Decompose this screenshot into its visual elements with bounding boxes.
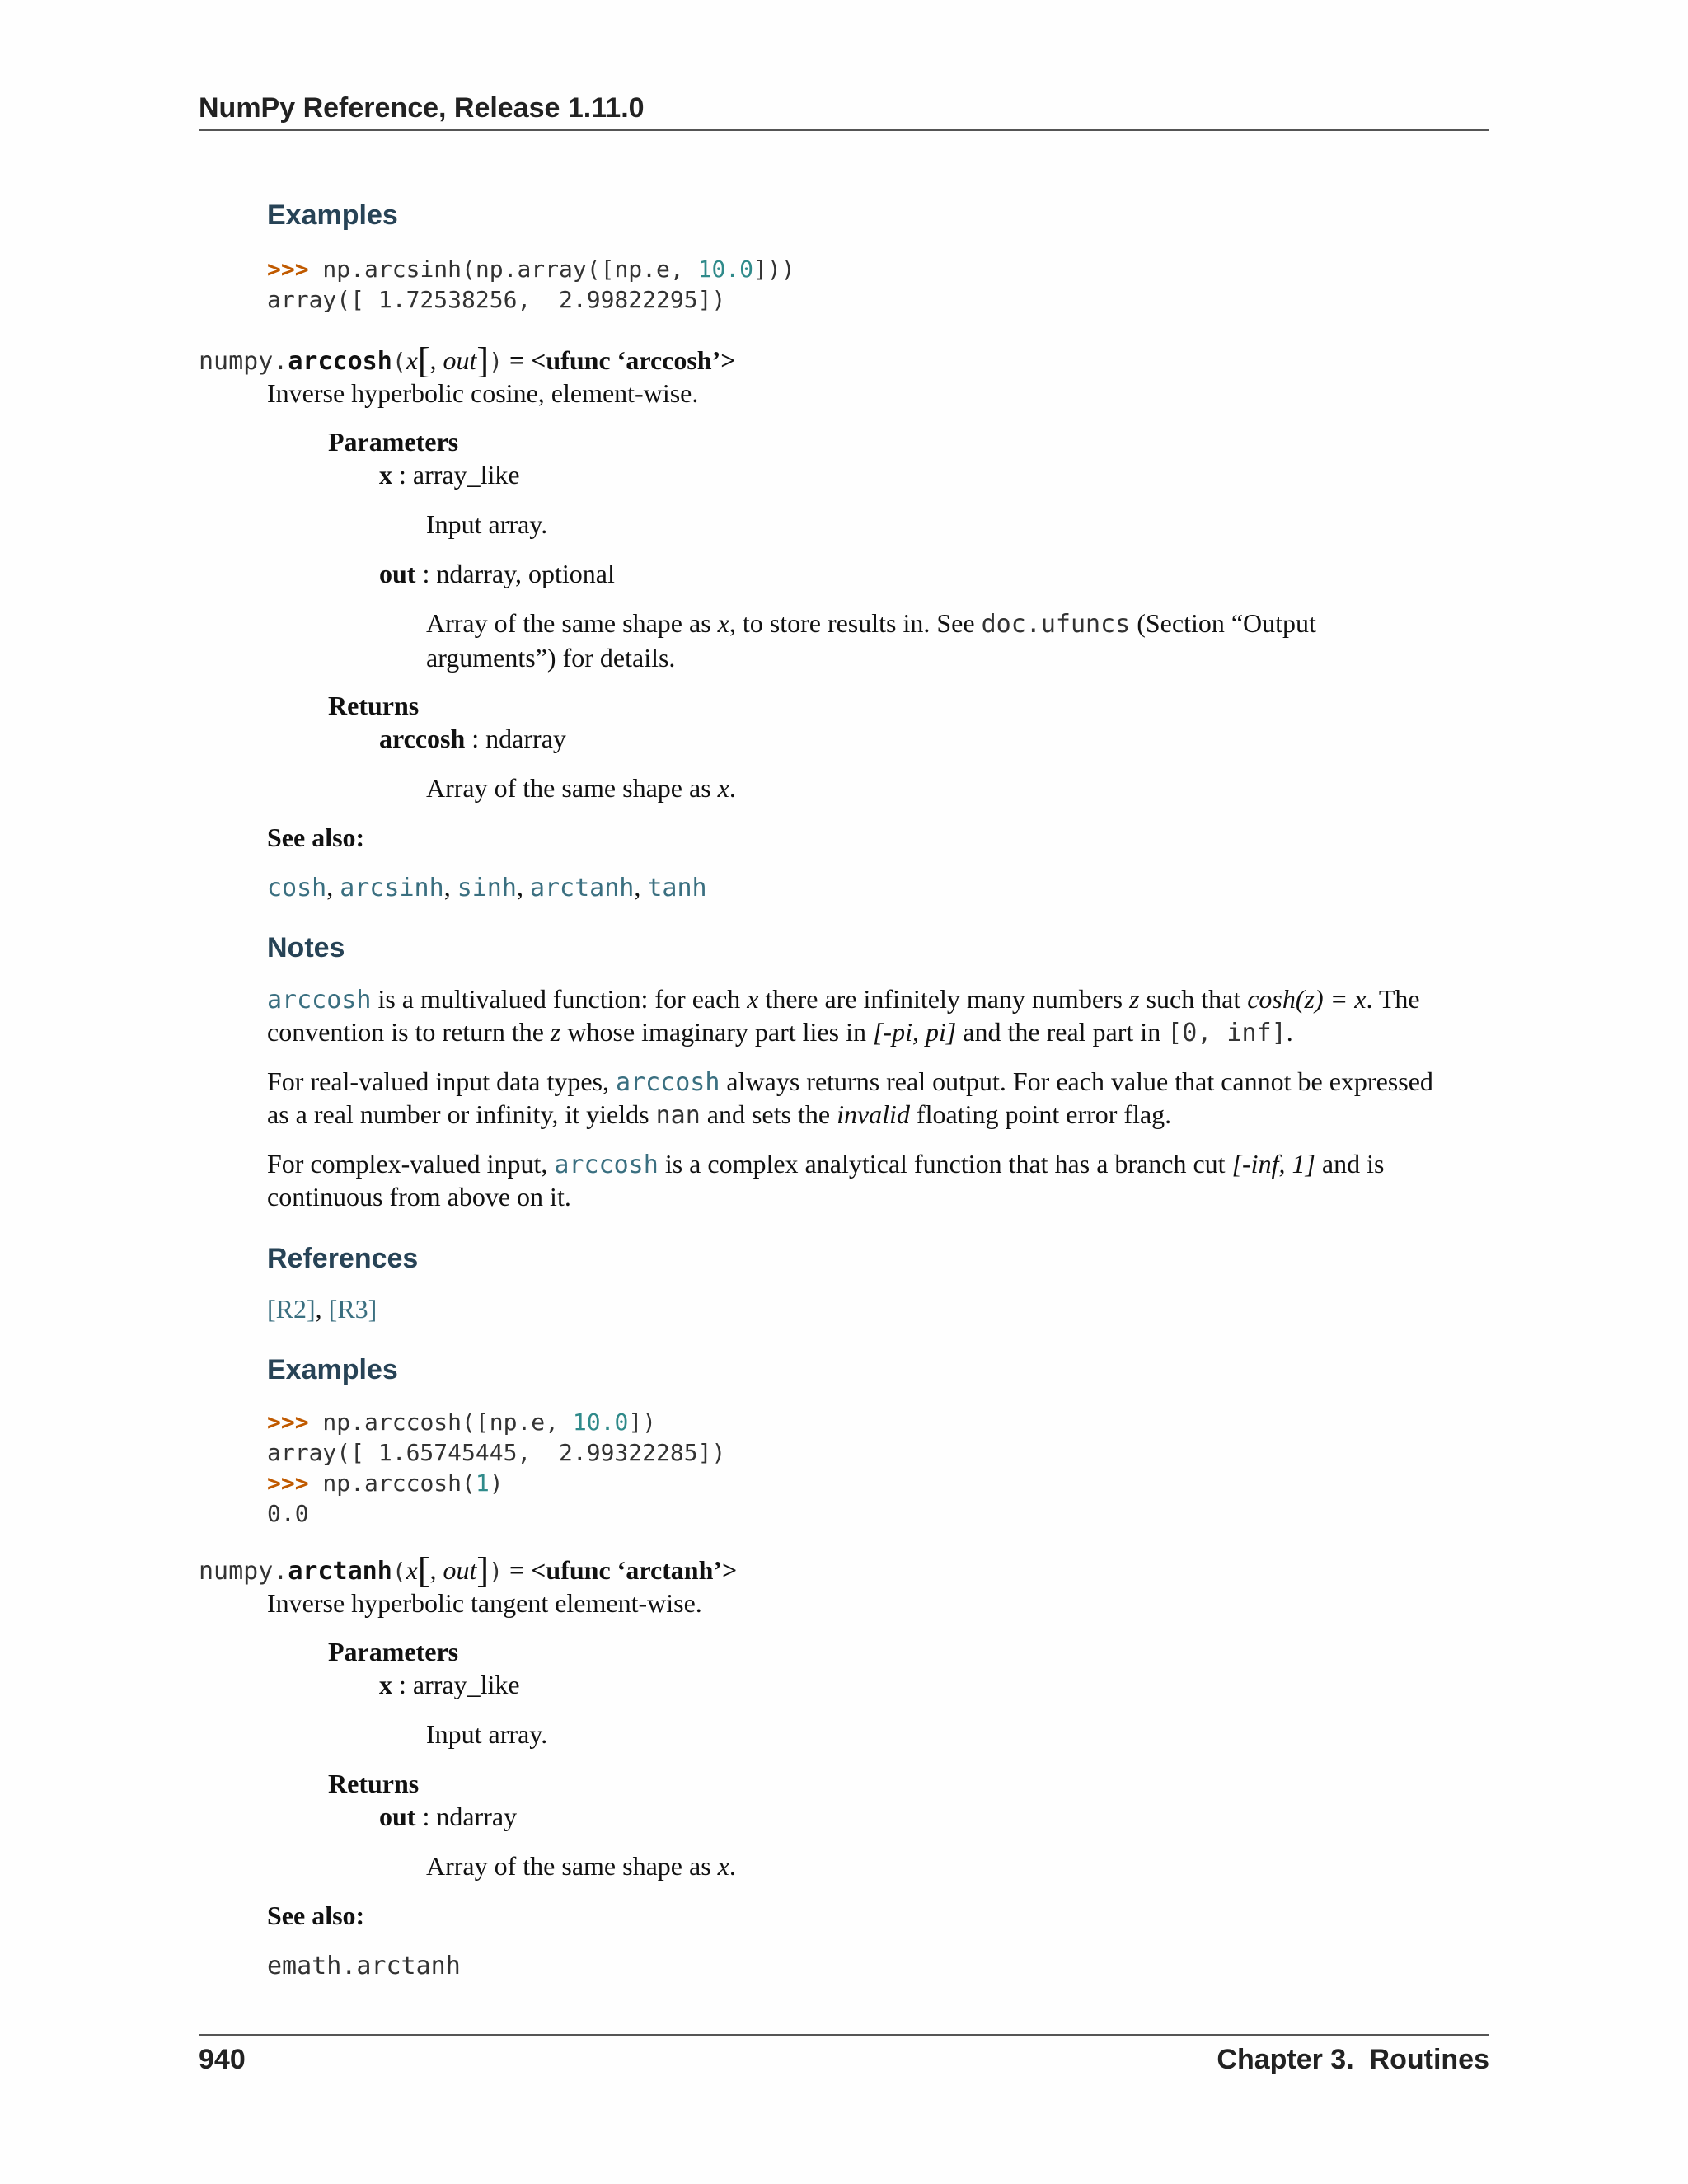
notes-paragraph-3: For complex-valued input, arccosh is a complex analytical function that has a branch cut [-inf, 1] and is	[267, 1149, 1385, 1179]
references-heading: References	[267, 1243, 419, 1274]
function-name: arctanh	[288, 1557, 392, 1586]
returns-label: Returns	[328, 1769, 420, 1798]
see-also-label: See also:	[267, 823, 365, 852]
see-also-link-tanh[interactable]: tanh	[647, 874, 707, 902]
prompt: >>>	[267, 255, 309, 283]
return-out: out : ndarray	[379, 1802, 518, 1831]
reference-link-r2[interactable]: [R2]	[267, 1294, 316, 1324]
param-out: out : ndarray, optional	[379, 559, 615, 588]
notes-paragraph-2-line-2: as a real number or infinity, it yields nan and sets the invalid floating point error flag.	[267, 1099, 1172, 1130]
chapter-title: Chapter 3. Routines	[1217, 2044, 1489, 2075]
see-also-list: cosh, arcsinh, sinh, arctanh, tanh	[267, 872, 707, 902]
return-desc: Array of the same shape as x.	[426, 773, 736, 803]
arccosh-examples-heading: Examples	[267, 1354, 398, 1385]
footer-rule	[199, 2034, 1489, 2036]
returns-label: Returns	[328, 691, 420, 720]
notes-paragraph-2: For real-valued input data types, arccosh always returns real output. For each value that cannot be expressed	[267, 1066, 1433, 1097]
arcsinh-examples-heading: Examples	[267, 199, 398, 231]
function-name: arccosh	[288, 347, 392, 376]
see-also-label: See also:	[267, 1900, 365, 1930]
notes-paragraph-3-line-2: continuous from above on it.	[267, 1182, 571, 1212]
notes-paragraph-1: arccosh is a multivalued function: for each x there are infinitely many numbers z such that cosh(z) = x. The	[267, 984, 1420, 1015]
see-also-link-arcsinh[interactable]: arcsinh	[340, 874, 444, 902]
parameters-label: Parameters	[328, 1637, 459, 1666]
see-also-link-sinh[interactable]: sinh	[457, 874, 517, 902]
return-desc: Array of the same shape as x.	[426, 1851, 736, 1881]
param-x: x : array_like	[379, 460, 520, 490]
arctanh-summary: Inverse hyperbolic tangent element-wise.	[267, 1588, 702, 1618]
arccosh-signature: numpy.arccosh(x[, out]) = <ufunc ‘arccosh’>	[199, 340, 736, 381]
return-arccosh: arccosh : ndarray	[379, 724, 566, 753]
arccosh-example-code: >>> np.arccosh([np.e, 10.0]) array([ 1.65745445, 2.99322285]) >>> np.arccosh(1) 0.0	[267, 1408, 726, 1527]
page-number: 940	[199, 2044, 246, 2075]
notes-paragraph-1-line-2: convention is to return the z whose imaginary part lies in [-pi, pi] and the real part in [0, inf].	[267, 1017, 1293, 1047]
arcsinh-example-code: >>> np.arcsinh(np.array([np.e, 10.0])) array([ 1.72538256, 2.99822295])	[267, 255, 795, 313]
see-also-list	[267, 1948, 461, 1983]
header-rule	[199, 129, 1489, 131]
see-also-link-cosh[interactable]: cosh	[267, 874, 327, 902]
running-header: NumPy Reference, Release 1.11.0	[199, 92, 645, 124]
param-out-desc: Array of the same shape as x, to store results in. See doc.ufuncs (Section “Output arguments”) for details.	[426, 608, 1316, 673]
arctanh-signature: numpy.arctanh(x[, out]) = <ufunc ‘arctanh’>	[199, 1550, 738, 1591]
reference-link-r3[interactable]: [R3]	[328, 1294, 377, 1324]
notes-heading: Notes	[267, 932, 345, 963]
param-x-desc: Input array.	[426, 1719, 548, 1749]
see-also-item-emath-arctanh: emath.arctanh	[267, 1952, 461, 1980]
references-list: [R2], [R3]	[267, 1294, 377, 1324]
arcsinh-example-output: array([ 1.72538256, 2.99822295])	[267, 286, 726, 313]
parameters-label: Parameters	[328, 427, 459, 457]
param-x-desc: Input array.	[426, 509, 548, 539]
param-x: x : array_like	[379, 1670, 520, 1699]
see-also-link-arctanh[interactable]: arctanh	[529, 874, 635, 902]
arccosh-summary: Inverse hyperbolic cosine, element-wise.	[267, 378, 699, 408]
